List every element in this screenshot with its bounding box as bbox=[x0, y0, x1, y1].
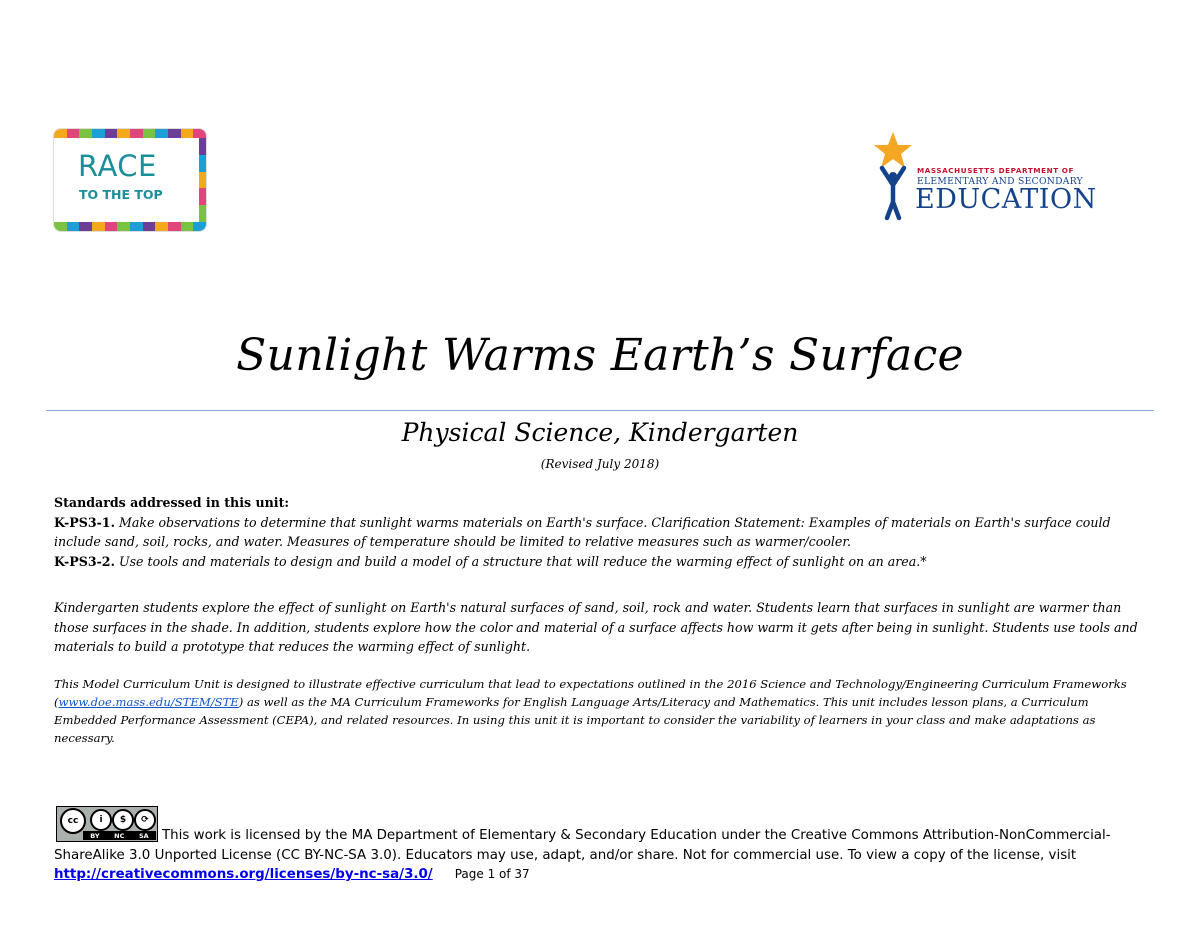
ste-framework-link[interactable]: www.doe.mass.edu/STEM/STE bbox=[58, 695, 239, 709]
document-title: Sunlight Warms Earth’s Surface bbox=[236, 330, 964, 381]
by-icon: i bbox=[90, 809, 112, 831]
standard-item bbox=[54, 513, 1154, 552]
cc-label-nc: NC bbox=[114, 831, 125, 840]
standard-text: Make observations to determine that sunlight warms materials on Earth's surface. Clarification Statement: Examples of materials on Earth's surface could include sand, soil, rocks, and water. Measures of temperature should be limited to relative measures such as warmer/cooler. bbox=[54, 514, 1111, 549]
sa-icon: ⟳ bbox=[134, 809, 156, 831]
dese-logo-line1: MASSACHUSETTS DEPARTMENT OF bbox=[917, 166, 1075, 175]
page-of: of bbox=[495, 867, 515, 881]
title-divider bbox=[46, 410, 1154, 411]
dese-logo-line2: ELEMENTARY AND SECONDARY bbox=[917, 176, 1084, 187]
ma-dese-logo bbox=[872, 130, 1112, 222]
logo-stripe-bottom bbox=[54, 222, 206, 231]
page-number bbox=[455, 867, 530, 881]
standard-item bbox=[54, 552, 1154, 572]
revision-note: (Revised July 2018) bbox=[540, 457, 660, 471]
cc-label-sa: SA bbox=[138, 831, 149, 840]
mcu-text-after: ) as well as the MA Curriculum Frameworks for English Language Arts/Literacy and Mathematics. This unit includes lesson plans, a Curriculum Embedded Performance Assessment (CEPA), and related resources. In using this unit it is important to consider the variability of learners in your class and make adaptations as necessary. bbox=[54, 695, 1096, 745]
page-total: 37 bbox=[514, 867, 530, 881]
nc-icon: $ bbox=[112, 809, 134, 831]
model-curriculum-note bbox=[54, 675, 1154, 747]
logo-stripe-side bbox=[199, 138, 206, 222]
license-text: This work is licensed by the MA Department of Elementary & Secondary Education under the Creative Commons Attribution-NonCommercial-ShareAlike 3.0 Unported License (CC BY-NC-SA 3.0). Educators may use, adapt, and/or share. Not for commercial use. To view a copy of the license, visit bbox=[54, 828, 1111, 863]
logo-to-the-top-text: TO THE TOP bbox=[79, 187, 163, 202]
logo-race-text: RACE bbox=[78, 149, 157, 183]
standards-heading: Standards addressed in this unit: bbox=[54, 495, 290, 510]
document-subtitle: Physical Science, Kindergarten bbox=[401, 418, 799, 447]
cc-label-by: BY bbox=[90, 831, 100, 840]
cc-license-link[interactable]: http://creativecommons.org/licenses/by-nc-sa/3.0/ bbox=[54, 867, 433, 882]
standard-code: K-PS3-2. bbox=[54, 553, 115, 569]
cc-icon: cc bbox=[60, 808, 86, 834]
dese-logo-line3: EDUCATION bbox=[915, 184, 1097, 215]
standards-section bbox=[54, 493, 1154, 571]
star-person-icon bbox=[872, 130, 914, 222]
page-current: 1 bbox=[487, 867, 496, 881]
page-label: Page bbox=[454, 867, 488, 881]
unit-overview: Kindergarten students explore the effect of sunlight on Earth's natural surfaces of sand, soil, rock and water. Students learn that surfaces in sunlight are warmer than those surfaces in the shade. In addition, students explore how the color and material of a surface affects how warm it gets after being in sunlight. Students use tools and materials to build a prototype that reduces the warming effect of sunlight. bbox=[54, 600, 1138, 654]
logo-stripe-top bbox=[54, 129, 206, 138]
license-statement bbox=[54, 826, 1154, 885]
race-to-the-top-logo bbox=[54, 129, 206, 231]
mcu-text-before: This Model Curriculum Unit is designed to illustrate effective curriculum that lead to expectations outlined in the 2016 Science and Technology/Engineering Curriculum Frameworks ( bbox=[54, 677, 1127, 709]
standard-code: K-PS3-1. bbox=[54, 514, 115, 530]
standard-text: Use tools and materials to design and build a model of a structure that will reduce the warming effect of sunlight on an area.* bbox=[118, 553, 927, 569]
